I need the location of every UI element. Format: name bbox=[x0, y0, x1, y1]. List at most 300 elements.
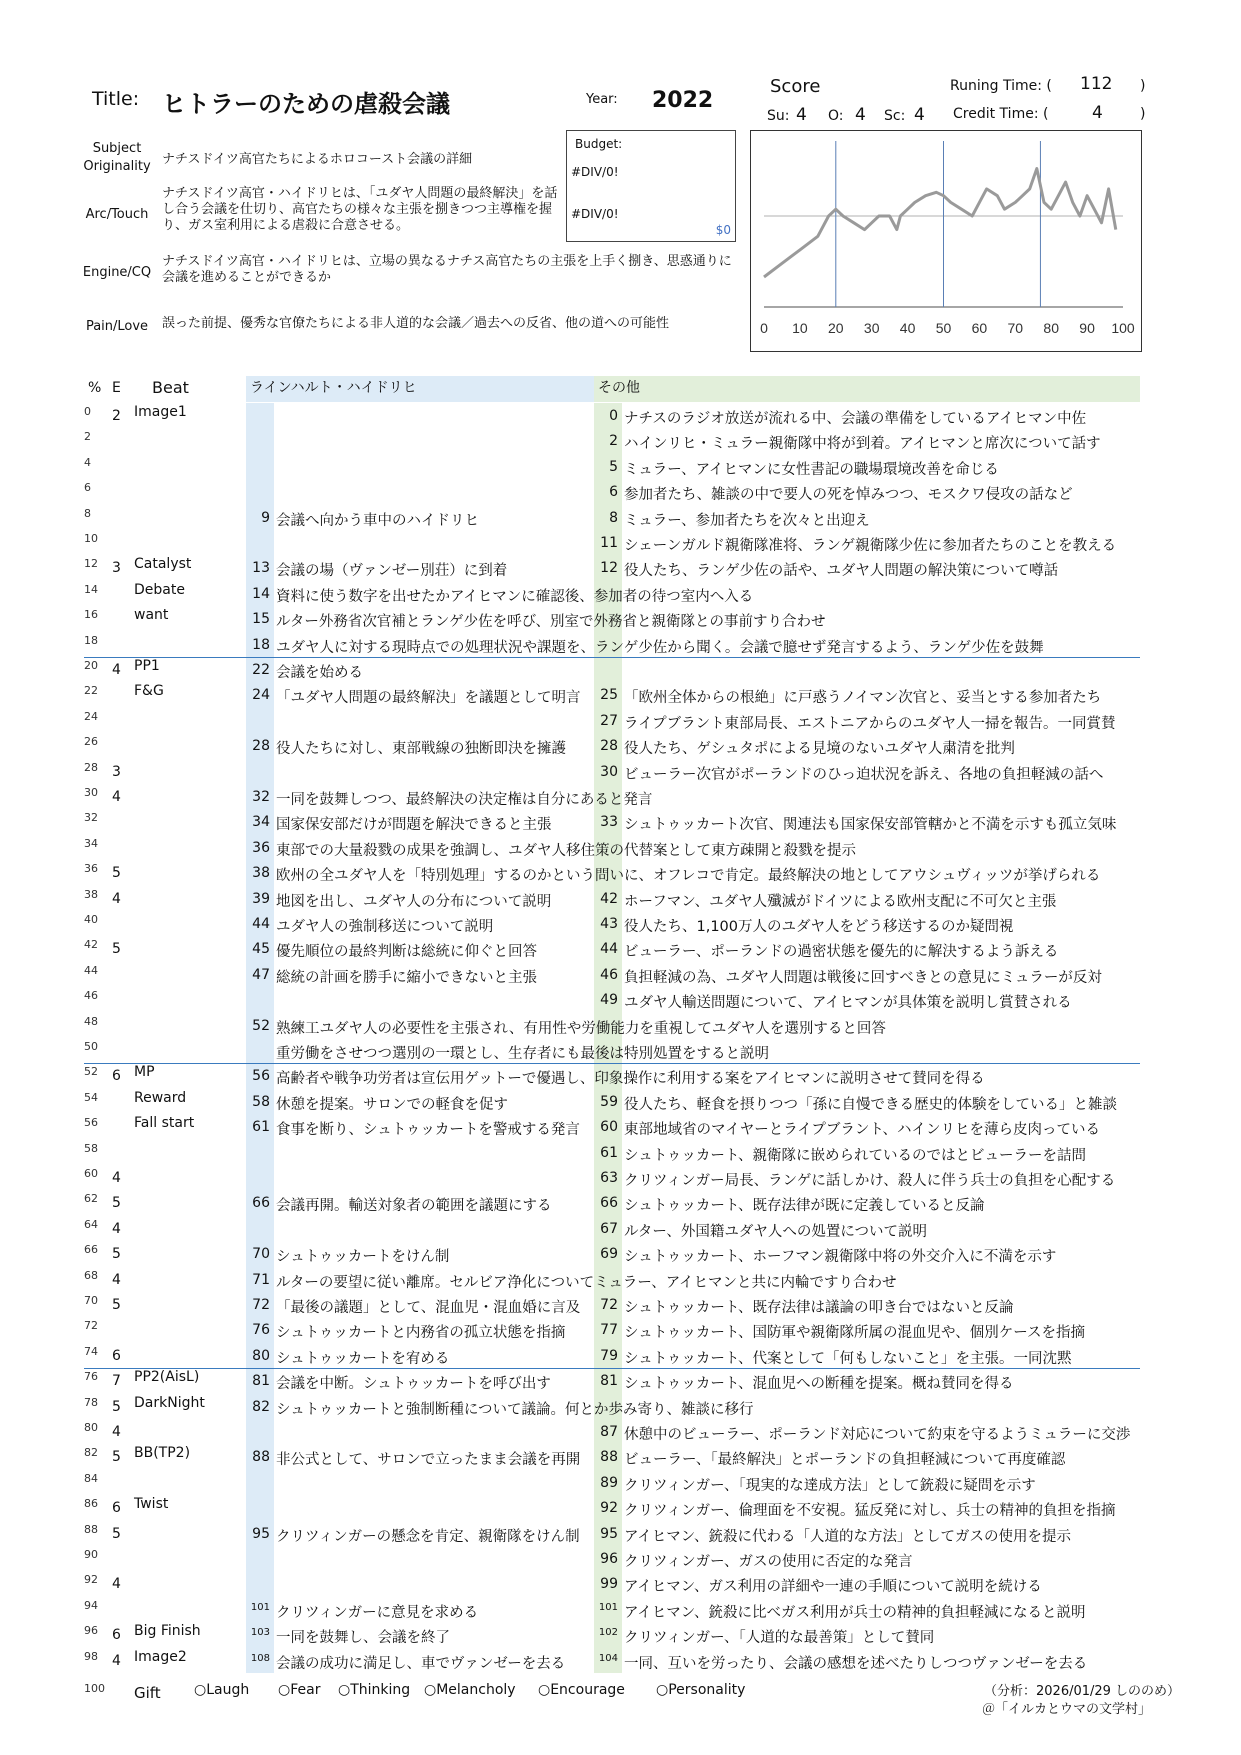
pct-cell: 0 bbox=[84, 405, 91, 418]
protag-cell-bg bbox=[246, 403, 274, 428]
running-time-value: 112 bbox=[1080, 74, 1113, 94]
other-time: 49 bbox=[600, 992, 618, 1009]
other-time: 33 bbox=[600, 814, 618, 831]
emotion-cell: 4 bbox=[112, 1652, 121, 1669]
chart-x-tick-label: 20 bbox=[828, 320, 844, 336]
pct-cell: 68 bbox=[84, 1268, 98, 1282]
protag-time: 28 bbox=[252, 738, 270, 755]
chart-x-tick-label: 30 bbox=[863, 320, 880, 336]
sc-value: 4 bbox=[914, 105, 925, 125]
emotion-cell: 2 bbox=[112, 408, 121, 424]
protag-time: 22 bbox=[252, 662, 270, 678]
other-time: 42 bbox=[600, 890, 618, 907]
other-beat-text: ビューラー、「最終解決」とポーランドの負担軽減について再度確認 bbox=[624, 1452, 1066, 1469]
protag-time: 76 bbox=[252, 1322, 270, 1339]
other-beat-text: ホーフマン、ユダヤ人殲滅がドイツによる欧州支配に不可欠と主張 bbox=[624, 893, 1057, 910]
protag-beat-text: ルター外務省次官補とランゲ少佐を呼び、別室で外務省と親衛隊との事前すり合わせ bbox=[276, 614, 826, 631]
other-beat-text: ライプブラント東部局長、エストニアからのユダヤ人一掃を報告。一同賞賛 bbox=[624, 715, 1116, 732]
budget-amount: $0 bbox=[715, 223, 731, 237]
other-time: 88 bbox=[600, 1449, 618, 1466]
pct-cell: 28 bbox=[84, 760, 98, 774]
other-time: 72 bbox=[600, 1297, 618, 1313]
protag-beat-text: シュトゥッカートをけん制 bbox=[276, 1249, 450, 1266]
emotion-cell: 5 bbox=[112, 1525, 121, 1542]
o-value: 4 bbox=[855, 105, 866, 125]
other-time: 63 bbox=[600, 1170, 618, 1186]
other-beat-text: ハインリヒ・ミュラー親衛隊中将が到着。アイヒマンと席次について話す bbox=[624, 436, 1101, 453]
budget-label: Budget: bbox=[575, 137, 623, 151]
protag-beat-text: 東部での大量殺戮の成果を強調し、ユダヤ人移住策の代替案として東方疎開と殺戮を提示 bbox=[276, 842, 856, 859]
beat-cell: PP2(AisL) bbox=[134, 1369, 200, 1386]
emotion-cell: 5 bbox=[112, 1246, 121, 1263]
gift-option-personality[interactable]: ○Personality bbox=[656, 1682, 746, 1698]
protag-beat-text: 総統の計画を勝手に縮小できないと主張 bbox=[276, 969, 537, 986]
protag-beat-text: 一同を鼓舞しつつ、最終解決の決定権は自分にあると発言 bbox=[276, 792, 653, 808]
beat-cell: PP1 bbox=[134, 658, 160, 674]
emotion-cell: 4 bbox=[112, 662, 121, 678]
other-header-bg bbox=[594, 376, 1140, 402]
protag-cell-bg bbox=[246, 759, 274, 784]
tension-chart bbox=[750, 130, 1142, 352]
pct-cell: 38 bbox=[84, 887, 98, 901]
su-value: 4 bbox=[796, 105, 807, 125]
emotion-cell: 6 bbox=[112, 1500, 121, 1517]
sc-label: Sc: bbox=[884, 108, 906, 124]
chart-x-tick-label: 50 bbox=[935, 320, 952, 336]
credit-note: ＠「イルカとウマの文学村」 bbox=[982, 1702, 1152, 1717]
other-beat-text: ビューラー、ポーランドの過密状態を優先的に解決するよう訴える bbox=[624, 944, 1059, 961]
other-beat-text: シュトゥッカート、代案として「何もしないこと」を主張。一同沈黙 bbox=[624, 1350, 1072, 1367]
protag-time: 18 bbox=[252, 636, 270, 653]
beat-cell: Catalyst bbox=[134, 556, 192, 573]
other-time: 27 bbox=[600, 712, 618, 729]
emotion-cell: 5 bbox=[112, 1449, 121, 1466]
chart-x-tick-label: 10 bbox=[792, 320, 808, 336]
pct-cell: 34 bbox=[84, 836, 98, 850]
emotion-cell: 5 bbox=[112, 865, 121, 882]
other-time: 25 bbox=[600, 687, 618, 704]
protag-beat-text: 重労働をさせつつ選別の一環とし、生存者にも最後は特別処置をすると説明 bbox=[276, 1046, 769, 1062]
other-time: 61 bbox=[600, 1144, 618, 1161]
beat-cell: DarkNight bbox=[134, 1394, 205, 1411]
other-beat-text: アイヒマン、ガス利用の詳細や一連の手順について説明を続ける bbox=[624, 1579, 1042, 1596]
protag-beat-text: 欧州の全ユダヤ人を「特別処理」するのかという問いに、オフレコで肯定。最終解決の地としてアウシュヴィッツが挙げられる bbox=[276, 868, 1101, 885]
protag-beat-text: シュトゥッカートと強制断種について議論。何とか歩み寄り、雑談に移行 bbox=[276, 1401, 754, 1418]
protag-beat-text: クリツィンガーの懸念を肯定、親衛隊をけん制 bbox=[276, 1528, 580, 1545]
protag-beat-text: 優先順位の最終判断は総統に仰ぐと回答 bbox=[276, 944, 537, 961]
other-header: その他 bbox=[598, 380, 640, 396]
other-time: 0 bbox=[609, 408, 618, 424]
protag-beat-text: 会議の成功に満足し、車でヴァンゼーを去る bbox=[276, 1655, 566, 1672]
pain-label: Pain/Love bbox=[85, 319, 149, 334]
su-label: Su: bbox=[767, 108, 790, 124]
protag-beat-text: 役人たちに対し、東部戦線の独断即決を擁護 bbox=[276, 741, 566, 758]
pct-cell: 2 bbox=[84, 430, 91, 444]
other-beat-text: 役人たち、ランゲ少佐の話や、ユダヤ人問題の解決策について噂話 bbox=[624, 563, 1059, 580]
beat-cell: Image1 bbox=[134, 404, 187, 420]
protag-time: 82 bbox=[252, 1398, 270, 1415]
pct-cell: 52 bbox=[84, 1065, 98, 1079]
pct-cell: 32 bbox=[84, 811, 98, 825]
other-time: 81 bbox=[600, 1373, 618, 1390]
film-title: ヒトラーのための虐殺会議 bbox=[162, 90, 450, 118]
other-beat-text: シュトゥッカート、既存法律は議論の叩き台ではないと反論 bbox=[624, 1300, 1014, 1316]
protag-time: 52 bbox=[252, 1017, 270, 1034]
gift-option-melancholy[interactable]: ○Melancholy bbox=[424, 1682, 516, 1698]
other-time: 8 bbox=[609, 509, 618, 526]
protag-beat-text: ユダヤ人の強制移送について説明 bbox=[276, 919, 494, 935]
pct-cell: 16 bbox=[84, 608, 98, 622]
engine-label: Engine/CQ bbox=[82, 265, 152, 280]
beat-cell: Big Finish bbox=[134, 1623, 201, 1640]
protag-beat-text: 資料に使う数字を出せたかアイヒマンに確認後、参加者の待つ室内へ入る bbox=[276, 588, 754, 605]
pct-cell: 18 bbox=[84, 633, 98, 647]
pct-cell: 98 bbox=[84, 1649, 98, 1663]
other-beat-text: シュトゥッカート、混血児への断種を提案。概ね賛同を得る bbox=[624, 1376, 1014, 1393]
beat-cell: want bbox=[134, 607, 169, 624]
other-beat-text: クリツィンガー局長、ランゲに話しかけ、殺人に伴う兵士の負担を心配する bbox=[624, 1173, 1116, 1189]
other-beat-text: シュトゥッカート、国防軍や親衛隊所属の混血児や、個別ケースを指摘 bbox=[624, 1325, 1086, 1342]
pct-cell: 90 bbox=[84, 1548, 98, 1561]
other-time: 28 bbox=[600, 738, 618, 755]
protag-cell-bg bbox=[246, 1038, 274, 1063]
protag-cell-bg bbox=[246, 1140, 274, 1165]
title-label: Title: bbox=[92, 88, 140, 110]
pct-cell: 62 bbox=[84, 1192, 98, 1206]
pct-cell: 72 bbox=[84, 1319, 98, 1333]
protag-beat-text: 会議へ向かう車中のハイドリヒ bbox=[276, 512, 479, 529]
other-beat-text: ビューラー次官がポーランドのひっ迫状況を訴え、各地の負担軽減の話へ bbox=[624, 766, 1104, 783]
protag-time: 56 bbox=[252, 1068, 270, 1085]
protag-beat-text: シュトゥッカートと内務省の孤立状態を指摘 bbox=[276, 1325, 566, 1342]
protag-header: ラインハルト・ハイドリヒ bbox=[250, 380, 417, 396]
protag-beat-text: 「ユダヤ人問題の最終解決」を議題として明言 bbox=[276, 690, 581, 707]
other-beat-text: クリツィンガー、倫理面を不安視。猛反発に対し、兵士の精神的負担を指摘 bbox=[624, 1503, 1116, 1520]
other-beat-text: ルター、外国籍ユダヤ人への処置について説明 bbox=[624, 1223, 928, 1240]
other-beat-text: ナチスのラジオ放送が流れる中、会議の準備をしているアイヒマン中佐 bbox=[624, 411, 1087, 427]
emotion-cell: 4 bbox=[112, 1220, 121, 1237]
emotion-cell: 4 bbox=[112, 789, 121, 805]
protag-time: 61 bbox=[252, 1119, 270, 1136]
other-time: 30 bbox=[600, 763, 618, 780]
pain-text: 誤った前提、優秀な官僚たちによる非人道的な会議／過去への反省、他の道への可能性 bbox=[162, 316, 670, 331]
protag-beat-text: 会議を始める bbox=[276, 665, 363, 681]
protag-time: 13 bbox=[252, 560, 270, 577]
chart-series-line bbox=[764, 169, 1116, 277]
protag-time: 95 bbox=[252, 1525, 270, 1542]
engine-text: ナチスドイツ高官・ハイドリヒは、立場の異なるナチス高官たちの主張を上手く捌き、思惑通りに会議を進めることができるか bbox=[162, 254, 732, 285]
other-time: 46 bbox=[600, 966, 618, 983]
protag-time: 66 bbox=[252, 1195, 270, 1212]
protag-cell-bg bbox=[246, 1470, 274, 1495]
emotion-cell: 5 bbox=[112, 1195, 121, 1212]
protag-cell-bg bbox=[246, 708, 274, 733]
pct-cell: 80 bbox=[84, 1421, 98, 1434]
emotion-cell: 5 bbox=[112, 1398, 121, 1415]
emotion-cell: 4 bbox=[112, 1271, 121, 1288]
protag-beat-text: 熟練工ユダヤ人の必要性を主張され、有用性や労働能力を重視してユダヤ人を選別すると回答 bbox=[276, 1020, 886, 1037]
pct-cell: 86 bbox=[84, 1497, 98, 1511]
pct-cell: 82 bbox=[84, 1446, 98, 1460]
other-time: 5 bbox=[609, 458, 618, 475]
beat-cell: BB(TP2) bbox=[134, 1445, 191, 1462]
other-beat-text: クリツィンガー、ガスの使用に否定的な発言 bbox=[624, 1554, 913, 1570]
score-label: Score bbox=[770, 76, 821, 97]
emotion-cell: 4 bbox=[112, 1576, 121, 1593]
gift-option-fear[interactable]: ○Fear bbox=[278, 1682, 321, 1698]
pct-cell: 36 bbox=[84, 862, 98, 876]
protag-time: 24 bbox=[252, 687, 270, 704]
other-beat-text: 役人たち、ゲシュタポによる見境のないユダヤ人粛清を批判 bbox=[624, 741, 1015, 758]
e-header: E bbox=[112, 380, 121, 396]
pct-cell: 30 bbox=[84, 786, 98, 799]
other-time: 87 bbox=[600, 1424, 618, 1440]
protag-beat-text: 国家保安部だけが問題を解決できると主張 bbox=[276, 817, 552, 834]
protag-time: 9 bbox=[261, 509, 270, 526]
other-beat-text: ミュラー、参加者たちを次々と出迎え bbox=[624, 512, 870, 529]
pct-cell: 58 bbox=[84, 1141, 98, 1155]
gift-option-thinking[interactable]: ○Thinking bbox=[338, 1682, 411, 1698]
protag-time: 15 bbox=[252, 611, 270, 628]
protag-time: 103 bbox=[250, 1627, 270, 1639]
pct-cell: 42 bbox=[84, 938, 98, 952]
pct-cell: 24 bbox=[84, 709, 98, 723]
chart-x-tick-label: 0 bbox=[760, 320, 768, 336]
chart-x-tick-label: 70 bbox=[1007, 320, 1024, 336]
pct-cell: 60 bbox=[84, 1167, 98, 1180]
pct-cell: 48 bbox=[84, 1014, 98, 1028]
pct-cell: 20 bbox=[84, 659, 98, 672]
protag-cell-bg bbox=[246, 1571, 274, 1596]
other-beat-text: 休憩中のビューラー、ポーランド対応について約束を守るようミュラーに交渉 bbox=[624, 1427, 1131, 1443]
other-time: 69 bbox=[600, 1246, 618, 1263]
other-beat-text: 参加者たち、雑談の中で要人の死を悼みつつ、モスクワ侵攻の話など bbox=[624, 487, 1073, 504]
protag-time: 45 bbox=[252, 941, 270, 958]
emotion-cell: 6 bbox=[112, 1347, 121, 1364]
beat-cell: Reward bbox=[134, 1089, 187, 1106]
act-divider bbox=[84, 1368, 1140, 1369]
pct-cell: 66 bbox=[84, 1243, 98, 1257]
year-label: Year: bbox=[586, 92, 618, 107]
protag-beat-text: 一同を鼓舞し、会議を終了 bbox=[276, 1630, 450, 1647]
protag-time: 101 bbox=[250, 1601, 270, 1613]
credit-time-close: ) bbox=[1140, 106, 1146, 122]
pct-100: 100 bbox=[84, 1682, 105, 1695]
protag-cell-bg bbox=[246, 1165, 274, 1190]
emotion-cell: 4 bbox=[112, 890, 121, 907]
gift-option-encourage[interactable]: ○Encourage bbox=[538, 1682, 625, 1698]
protag-time: 14 bbox=[252, 585, 270, 602]
pct-cell: 6 bbox=[84, 481, 91, 495]
pct-cell: 50 bbox=[84, 1040, 98, 1053]
protag-time: 47 bbox=[252, 966, 270, 983]
protag-beat-text: シュトゥッカートを宥める bbox=[276, 1350, 450, 1367]
credit-time-value: 4 bbox=[1092, 103, 1103, 123]
tension-chart-svg bbox=[751, 131, 1141, 351]
pct-cell: 4 bbox=[84, 455, 91, 469]
other-time: 77 bbox=[600, 1322, 618, 1339]
protag-beat-text: ルターの要望に従い離席。セルビア浄化についてミュラー、アイヒマンと共に内輪ですり合わせ bbox=[276, 1274, 897, 1291]
other-beat-text: ユダヤ人輸送問題について、アイヒマンが具体策を説明し賞賛される bbox=[624, 995, 1072, 1012]
other-beat-text: シュトゥッカート、親衛隊に嵌められているのではとビューラーを詰問 bbox=[624, 1147, 1087, 1164]
other-beat-text: 役人たち、軽食を摂りつつ「孫に自慢できる歴史的体験をしている」と雑談 bbox=[624, 1096, 1117, 1113]
pct-cell: 76 bbox=[84, 1370, 98, 1384]
protag-beat-text: 会議の場（ヴァンゼー別荘）に到着 bbox=[276, 563, 508, 580]
protag-beat-text: クリツィンガーに意見を求める bbox=[276, 1604, 479, 1621]
protag-time: 70 bbox=[252, 1246, 270, 1263]
emotion-cell: 4 bbox=[112, 1424, 121, 1440]
running-time-label: Runing Time: ( bbox=[950, 78, 1052, 94]
other-beat-text: シュトゥッカート、既存法律が既に定義していると反論 bbox=[624, 1198, 985, 1215]
other-time: 67 bbox=[600, 1220, 618, 1237]
pct-cell: 46 bbox=[84, 989, 98, 1003]
beat-cell: Twist bbox=[134, 1496, 169, 1513]
other-beat-text: 役人たち、1,100万人のユダヤ人をどう移送するのか疑問視 bbox=[624, 919, 1014, 935]
act-divider bbox=[84, 657, 1140, 658]
protag-time: 72 bbox=[252, 1297, 270, 1313]
pct-header: % bbox=[88, 380, 102, 396]
arc-label: Arc/Touch bbox=[85, 207, 149, 222]
other-time: 101 bbox=[598, 1601, 618, 1613]
protag-time: 39 bbox=[252, 890, 270, 907]
budget-box bbox=[566, 130, 736, 242]
other-time: 92 bbox=[600, 1500, 618, 1517]
protag-cell-bg bbox=[246, 530, 274, 555]
subject-text: ナチスドイツ高官たちによるホロコースト会議の詳細 bbox=[162, 152, 473, 167]
emotion-cell: 5 bbox=[112, 1297, 121, 1313]
other-beat-text: シュトゥッカート、ホーフマン親衛隊中将の外交介入に不満を示す bbox=[624, 1249, 1057, 1266]
other-time: 99 bbox=[600, 1576, 618, 1593]
other-time: 89 bbox=[600, 1474, 618, 1491]
budget-value-1: #DIV/0! bbox=[571, 165, 619, 179]
other-beat-text: 負担軽減の為、ユダヤ人問題は戦後に回すべきとの意見にミュラーが反対 bbox=[624, 969, 1102, 986]
pct-cell: 12 bbox=[84, 557, 98, 571]
chart-x-tick-label: 90 bbox=[1079, 320, 1095, 336]
other-time: 66 bbox=[600, 1195, 618, 1212]
pct-cell: 92 bbox=[84, 1573, 98, 1587]
pct-cell: 96 bbox=[84, 1624, 98, 1638]
pct-cell: 22 bbox=[84, 684, 98, 698]
pct-cell: 10 bbox=[84, 532, 98, 545]
gift-option-laugh[interactable]: ○Laugh bbox=[194, 1682, 250, 1698]
arc-text: ナチスドイツ高官・ハイドリヒは、「ユダヤ人問題の最終解決」を話し合う会議を仕切り、高官たちの様々な主張を捌きつつ主導権を握り、ガス室利用による虐殺に合意させる。 bbox=[162, 186, 558, 233]
protag-time: 88 bbox=[252, 1449, 270, 1466]
other-beat-text: アイヒマン、銃殺に代わる「人道的な方法」としてガスの使用を提示 bbox=[624, 1528, 1072, 1545]
beat-header: Beat bbox=[152, 378, 189, 397]
subject-label: Subject Originality bbox=[83, 141, 151, 174]
chart-x-tick-label: 60 bbox=[971, 320, 988, 336]
protag-beat-text: 非公式として、サロンで立ったまま会議を再開 bbox=[276, 1452, 581, 1469]
gift-label: Gift bbox=[134, 1684, 161, 1702]
protag-beat-text: 食事を断り、シュトゥッカートを警戒する発言 bbox=[276, 1122, 580, 1139]
pct-cell: 70 bbox=[84, 1294, 98, 1307]
beat-cell: F&G bbox=[134, 683, 164, 700]
protag-beat-text: 会議を中断。シュトゥッカートを呼び出す bbox=[276, 1376, 551, 1393]
protag-beat-text: 高齢者や戦争功労者は宣伝用ゲットーで優遇し、印象操作に利用する案をアイヒマンに説明させて賛同を得る bbox=[276, 1071, 985, 1088]
credit-time-label: Credit Time: ( bbox=[953, 106, 1049, 122]
emotion-cell: 4 bbox=[112, 1170, 121, 1186]
protag-cell-bg bbox=[246, 454, 274, 479]
emotion-cell: 7 bbox=[112, 1373, 121, 1390]
other-time: 60 bbox=[600, 1119, 618, 1136]
other-beat-text: シュトゥッカート次官、関連法も国家保安部管轄かと不満を示すも孤立気味 bbox=[624, 817, 1117, 834]
chart-x-tick-label: 80 bbox=[1043, 320, 1059, 336]
protag-time: 36 bbox=[252, 839, 270, 856]
protag-beat-text: 会議再開。輸送対象者の範囲を議題にする bbox=[276, 1198, 552, 1215]
beat-cell: Debate bbox=[134, 581, 185, 598]
pct-cell: 64 bbox=[84, 1217, 98, 1231]
protag-beat-text: ユダヤ人に対する現時点での処理状況や課題を、ランゲ少佐から聞く。会議で臆せず発言するよう、ランゲ少佐を鼓舞 bbox=[276, 639, 1044, 656]
protag-time: 34 bbox=[252, 814, 270, 831]
running-time-close: ) bbox=[1140, 78, 1146, 94]
year-value: 2022 bbox=[652, 88, 714, 113]
protag-time: 44 bbox=[252, 916, 270, 932]
pct-cell: 94 bbox=[84, 1598, 98, 1612]
beat-cell: Fall start bbox=[134, 1115, 195, 1132]
beat-cell: MP bbox=[134, 1064, 155, 1081]
pct-cell: 56 bbox=[84, 1116, 98, 1130]
protag-time: 71 bbox=[252, 1271, 270, 1288]
protag-time: 108 bbox=[250, 1652, 270, 1664]
pct-cell: 26 bbox=[84, 735, 98, 749]
emotion-cell: 5 bbox=[112, 941, 121, 958]
other-time: 79 bbox=[600, 1347, 618, 1364]
protag-time: 58 bbox=[252, 1093, 270, 1110]
pct-cell: 54 bbox=[84, 1090, 98, 1104]
other-beat-text: 東部地域省のマイヤーとライプブラント、ハインリヒを薄ら皮肉っている bbox=[624, 1122, 1101, 1139]
other-time: 12 bbox=[600, 560, 618, 577]
protag-cell-bg bbox=[246, 1419, 274, 1444]
emotion-cell: 6 bbox=[112, 1068, 121, 1085]
other-time: 96 bbox=[600, 1551, 618, 1567]
other-beat-text: シェーンガルド親衛隊准将、ランゲ親衛隊少佐に参加者たちのことを教える bbox=[624, 538, 1117, 554]
other-beat-text: 「欧州全体からの根絶」に戸惑うノイマン次官と、妥当とする参加者たち bbox=[624, 690, 1102, 707]
protag-beat-text: 「最後の議題」として、混血児・混血婚に言及 bbox=[276, 1300, 581, 1316]
emotion-cell: 3 bbox=[112, 763, 121, 780]
chart-x-tick-label: 40 bbox=[899, 320, 916, 336]
other-time: 104 bbox=[598, 1652, 618, 1664]
other-time: 6 bbox=[609, 484, 618, 501]
pct-cell: 84 bbox=[84, 1471, 98, 1485]
protag-cell-bg bbox=[246, 1216, 274, 1241]
pct-cell: 14 bbox=[84, 582, 98, 596]
budget-value-2: #DIV/0! bbox=[571, 207, 619, 221]
other-time: 102 bbox=[598, 1627, 618, 1639]
chart-x-tick-label: 100 bbox=[1111, 320, 1135, 336]
other-beat-text: アイヒマン、銃殺に比べガス利用が兵士の精神的負担軽減になると説明 bbox=[624, 1604, 1086, 1621]
protag-time: 81 bbox=[252, 1373, 270, 1390]
protag-beat-text: 休憩を提案。サロンでの軽食を促す bbox=[276, 1096, 508, 1113]
other-time: 2 bbox=[609, 433, 618, 450]
emotion-cell: 6 bbox=[112, 1627, 121, 1644]
protag-cell-bg bbox=[246, 987, 274, 1012]
other-time: 95 bbox=[600, 1525, 618, 1542]
protag-beat-text: 地図を出し、ユダヤ人の分布について説明 bbox=[276, 893, 552, 910]
other-beat-text: クリツィンガー、「現実的な達成方法」として銃殺に疑問を示す bbox=[624, 1477, 1036, 1494]
other-time: 43 bbox=[600, 916, 618, 932]
other-time: 59 bbox=[600, 1093, 618, 1110]
analysis-note: （分析：2026/01/29 しののめ） bbox=[984, 1684, 1181, 1699]
other-beat-text: 一同、互いを労ったり、会議の感想を述べたりしつつヴァンゼーを去る bbox=[624, 1655, 1088, 1672]
pct-cell: 44 bbox=[84, 963, 98, 977]
other-time: 44 bbox=[600, 941, 618, 958]
pct-cell: 88 bbox=[84, 1522, 98, 1536]
protag-cell-bg bbox=[246, 1495, 274, 1520]
beat-cell: Image2 bbox=[134, 1648, 187, 1665]
o-label: O: bbox=[828, 108, 844, 124]
protag-cell-bg bbox=[246, 479, 274, 504]
pct-cell: 8 bbox=[84, 506, 91, 520]
